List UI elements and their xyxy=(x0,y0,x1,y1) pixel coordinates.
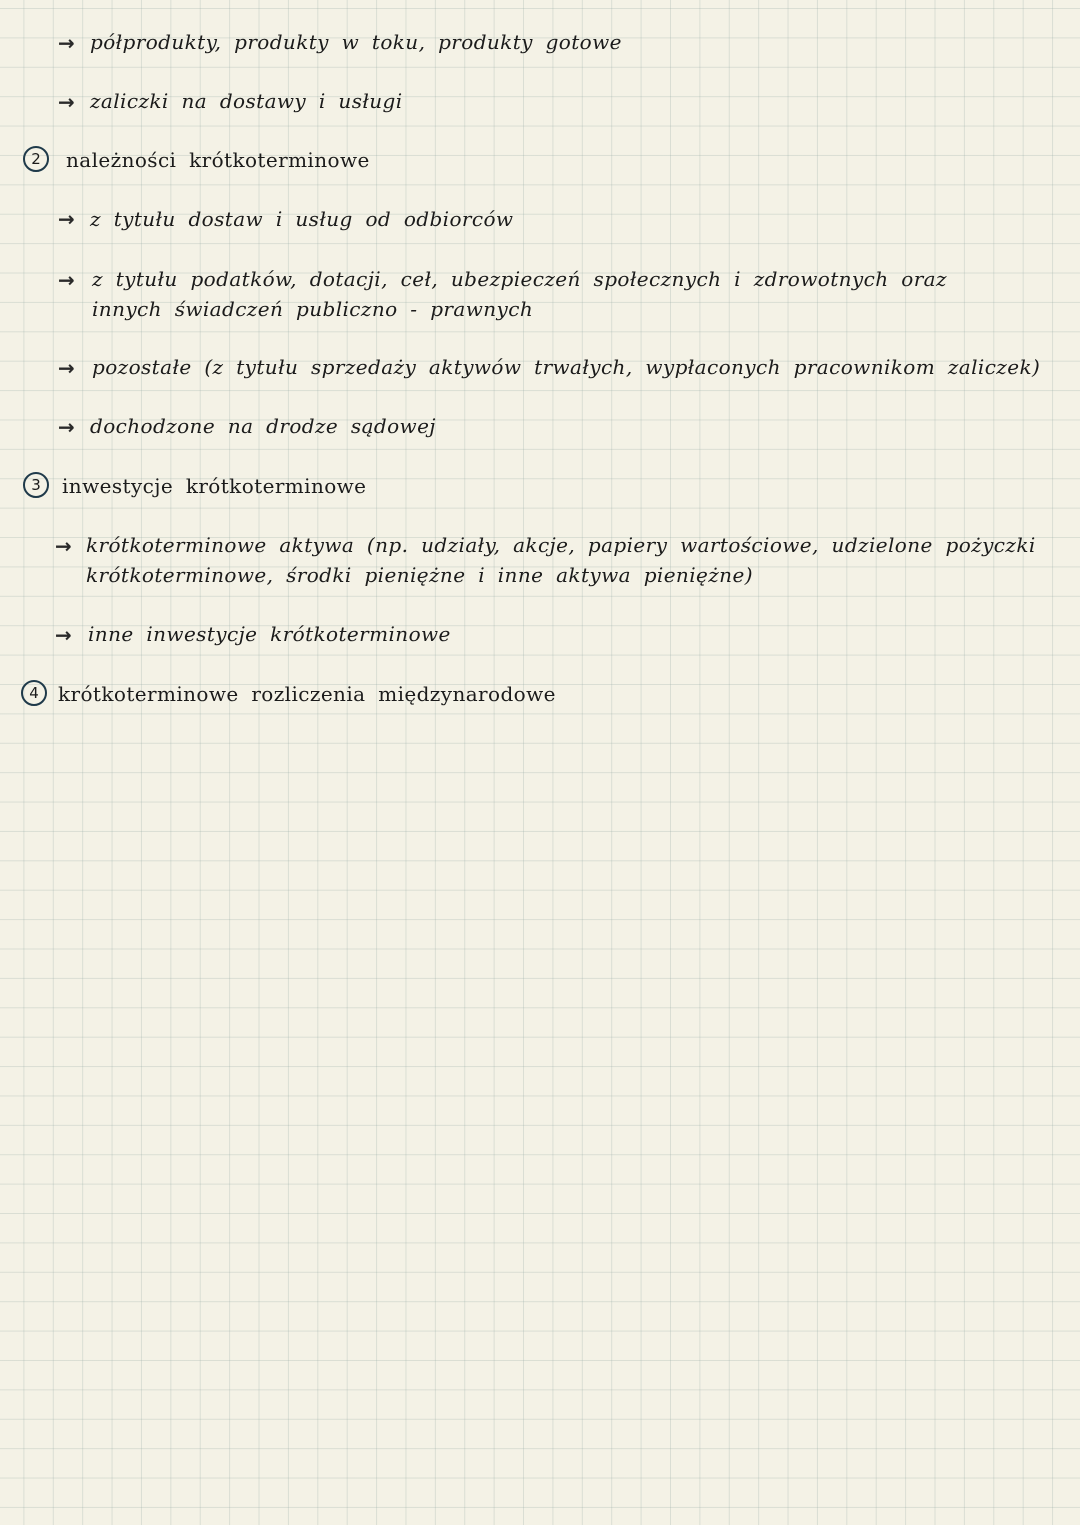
arrow-icon: → xyxy=(58,415,75,439)
section-heading: należności krótkoterminowe xyxy=(66,148,370,172)
list-item: inne inwestycje krótkoterminowe xyxy=(88,622,451,646)
list-item: zaliczki na dostawy i usługi xyxy=(90,89,403,113)
list-item: półprodukty, produkty w toku, produkty gotowe xyxy=(90,30,622,54)
arrow-icon: → xyxy=(55,623,72,647)
arrow-icon: → xyxy=(58,90,75,114)
number-4-circle-icon: 4 xyxy=(21,680,47,706)
number-2-circle-icon: 2 xyxy=(23,146,49,172)
arrow-icon: → xyxy=(58,268,75,292)
number-3-circle-icon: 3 xyxy=(23,472,49,498)
list-item: z tytułu podatków, dotacji, ceł, ubezpieczeń społecznych i zdrowotnych oraz innych świadczeń publiczno - prawnych xyxy=(92,267,947,321)
arrow-icon: → xyxy=(55,534,72,558)
list-item: z tytułu dostaw i usług od odbiorców xyxy=(90,207,514,231)
arrow-icon: → xyxy=(58,207,75,231)
section-heading: inwestycje krótkoterminowe xyxy=(62,474,367,498)
section-heading: krótkoterminowe rozliczenia międzynarodowe xyxy=(58,682,556,706)
arrow-icon: → xyxy=(58,31,75,55)
list-item: krótkoterminowe aktywa (np. udziały, akcje, papiery wartościowe, udzielone pożyczki krótkoterminowe, środki pieniężne i inne aktywa pieniężne) xyxy=(86,533,1036,587)
list-item: dochodzone na drodze sądowej xyxy=(90,414,436,438)
arrow-icon: → xyxy=(58,356,75,380)
list-item: pozostałe (z tytułu sprzedaży aktywów trwałych, wypłaconych pracownikom zaliczek) xyxy=(92,355,1041,379)
